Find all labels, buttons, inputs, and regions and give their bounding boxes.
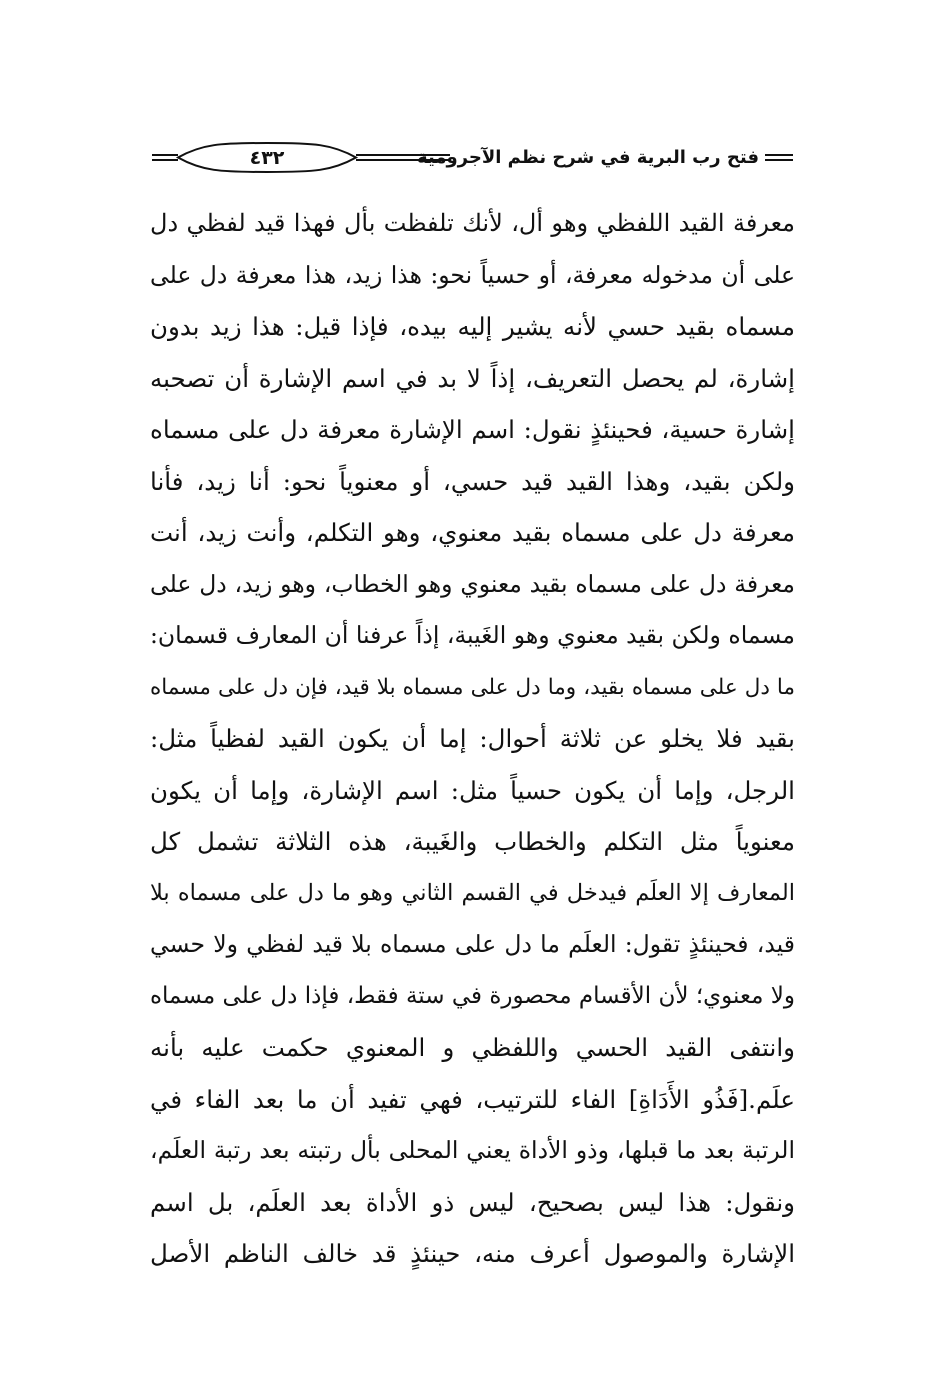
text-line: مسماه ولكن بقيد معنوي وهو الغَيبة، إذاً عرفنا أن المعارف قسمان: [150,621,795,649]
text-line: معرفة دل على مسماه بقيد معنوي، وهو التكلم، وأنت زيد، أنت [150,518,795,547]
text-line: قيد، فحينئذٍ تقول: العلَم ما دل على مسماه بلا قيد لفظي ولا حسي [150,930,795,958]
text-line: المعارف إلا العلَم فيدخل في القسم الثاني وهو ما دل على مسماه بلا [150,879,795,906]
text-line: ولكن بقيد، وهذا القيد قيد حسي، أو معنوياً نحو: أنا زيد، فأنا [150,466,795,496]
book-title: فتح رب البرية في شرح نظم الآجرومية [417,147,759,168]
running-header [150,138,795,178]
text-line: مسماه بقيد حسي لأنه يشير إليه بيده، فإذا قيل: هذا زيد بدون [150,312,795,341]
body-text [150,198,795,1280]
text-line: الرجل، وإما أن يكون حسياً مثل: اسم الإشارة، وإما أن يكون [150,775,795,805]
text-line: ونقول: هذا ليس بصحيح، ليس ذو الأداة بعد العلَم، بل اسم [150,1187,795,1217]
text-line: معرفة دل على مسماه بقيد معنوي وهو الخطاب، وهو زيد، دل على [150,569,795,598]
text-line: بقيد فلا يخلو عن ثلاثة أحوال: إما أن يكون القيد لفظياً مثل: [150,724,795,753]
text-line: على أن مدخوله معرفة، أو حسياً نحو: هذا زيد، هذا معرفة دل على [150,260,795,289]
text-line: علَم.[فَذُو الأَدَاةِ] الفاء للترتيب، فهي تفيد أن ما بعد الفاء في [150,1084,795,1114]
text-line: ولا معنوي؛ لأن الأقسام محصورة في ستة فقط، فإذا دل على مسماه [150,982,795,1009]
text-line: معرفة القيد اللفظي وهو أل، لأنك تلفظت بأل فهذا قيد لفظي دل [150,209,795,237]
text-line: معنوياً مثل التكلم والخطاب والغَيبة، هذه الثلاثة تشمل كل [150,827,795,856]
text-line: إشارة حسية، فحينئذٍ نقول: اسم الإشارة معرفة دل على مسماه [150,415,795,444]
text-line: ما دل على مسماه بقيد، وما دل على مسماه بلا قيد، فإن دل على مسماه [150,674,795,700]
text-line: الإشارة والموصول أعرف منه، حينئذٍ قد خالف الناظم الأصل [150,1239,795,1268]
text-line: الرتبة بعد ما قبلها، وذو الأداة يعني المحلى بأل رتبته بعد رتبة العلَم، [150,1136,795,1164]
text-line: وانتفى القيد الحسي واللفظي و المعنوي حكمت عليه بأنه [150,1033,795,1062]
text-line: إشارة، لم يحصل التعريف، إذاً لا بد في اسم الإشارة أن تصحبه [150,363,795,393]
page-number: ٤٣٢ [249,147,285,169]
